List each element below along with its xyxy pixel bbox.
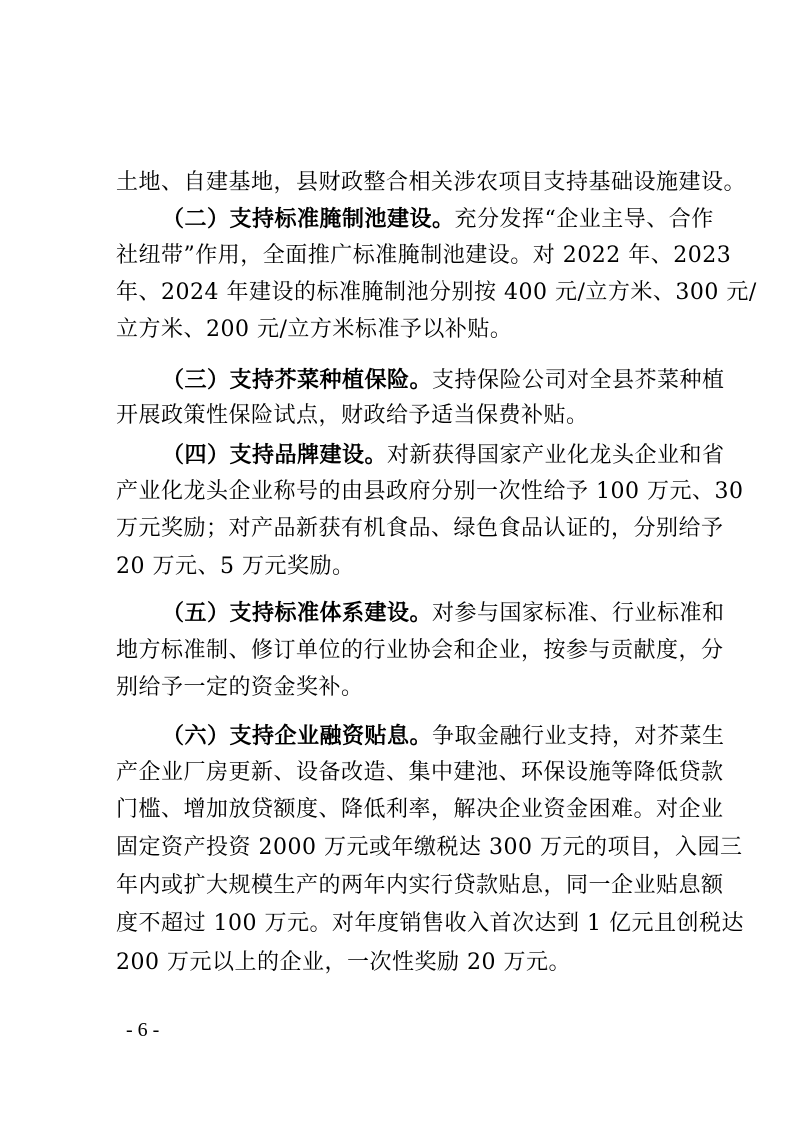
- line-text: 年、2024 年建设的标准腌制池分别按 400 元/立方米、300 元/: [116, 280, 757, 305]
- body-line: [116, 479, 743, 505]
- body-line: [116, 280, 757, 306]
- body-line: [116, 873, 724, 899]
- line-text: 年内或扩大规模生产的两年内实行贷款贴息，同一企业贴息额: [116, 873, 724, 898]
- body-line: [116, 675, 364, 701]
- line-text: 社纽带”作用，全面推广标准腌制池建设。对 2022 年、2023: [116, 243, 732, 268]
- body-line: [116, 554, 354, 580]
- line-text: 万元奖励；对产品新获有机食品、绿色食品认证的，分别给予: [116, 516, 724, 541]
- line-text: 度不超过 100 万元。对年度销售收入首次达到 1 亿元且创税达: [116, 911, 744, 936]
- section-heading-line: [162, 367, 725, 394]
- line-text: 充分发挥“企业主导、合作: [454, 207, 714, 232]
- body-line: [116, 638, 724, 664]
- body-line: [116, 243, 731, 269]
- page-number: - 6 -: [126, 1019, 160, 1041]
- line-text: 对参与国家标准、行业标准和: [432, 601, 725, 626]
- body-line: [116, 835, 742, 861]
- section-heading-line: [162, 600, 725, 627]
- body-line: [116, 403, 589, 429]
- line-text: 门槛、增加放贷额度、降低利率，解决企业资金困难。对企业: [116, 797, 724, 822]
- line-text: 立方米、200 元/立方米标准予以补贴。: [116, 317, 513, 342]
- body-line: [116, 911, 744, 937]
- section-heading-line: [162, 442, 725, 469]
- body-line: [116, 950, 571, 976]
- line-text: 固定资产投资 2000 万元或年缴税达 300 万元的项目，入园三: [116, 835, 743, 860]
- line-text: 别给予一定的资金奖补。: [116, 675, 364, 700]
- line-text: 产业化龙头企业称号的由县政府分别一次性给予 100 万元、30: [116, 479, 744, 504]
- section-heading: （六）支持企业融资贴息。: [162, 723, 433, 749]
- body-line: [116, 516, 724, 542]
- section-heading: （三）支持芥菜种植保险。: [162, 367, 433, 393]
- line-text: 支持保险公司对全县芥菜种植: [432, 368, 725, 393]
- section-heading: （二）支持标准腌制池建设。: [162, 206, 455, 232]
- line-text: 产企业厂房更新、设备改造、集中建池、环保设施等降低贷款: [116, 760, 724, 785]
- section-heading: （四）支持品牌建设。: [162, 442, 388, 468]
- line-text: 20 万元、5 万元奖励。: [116, 554, 355, 579]
- line-text: 地方标准制、修订单位的行业协会和企业，按参与贡献度，分: [116, 638, 724, 663]
- body-line: [116, 317, 512, 343]
- line-text: 对新获得国家产业化龙头企业和省: [387, 443, 725, 468]
- section-heading-line: [162, 723, 725, 750]
- line-text: 争取金融行业支持，对芥菜生: [432, 724, 725, 749]
- line-text: 开展政策性保险试点，财政给予适当保费补贴。: [116, 403, 589, 428]
- section-heading-line: [162, 206, 714, 233]
- body-line: [116, 797, 724, 823]
- section-heading: （五）支持标准体系建设。: [162, 600, 433, 626]
- line-text: 土地、自建基地，县财政整合相关涉农项目支持基础设施建设。: [116, 170, 747, 195]
- body-line: [116, 170, 746, 196]
- body-line: [116, 760, 724, 786]
- line-text: 200 万元以上的企业，一次性奖励 20 万元。: [116, 950, 571, 975]
